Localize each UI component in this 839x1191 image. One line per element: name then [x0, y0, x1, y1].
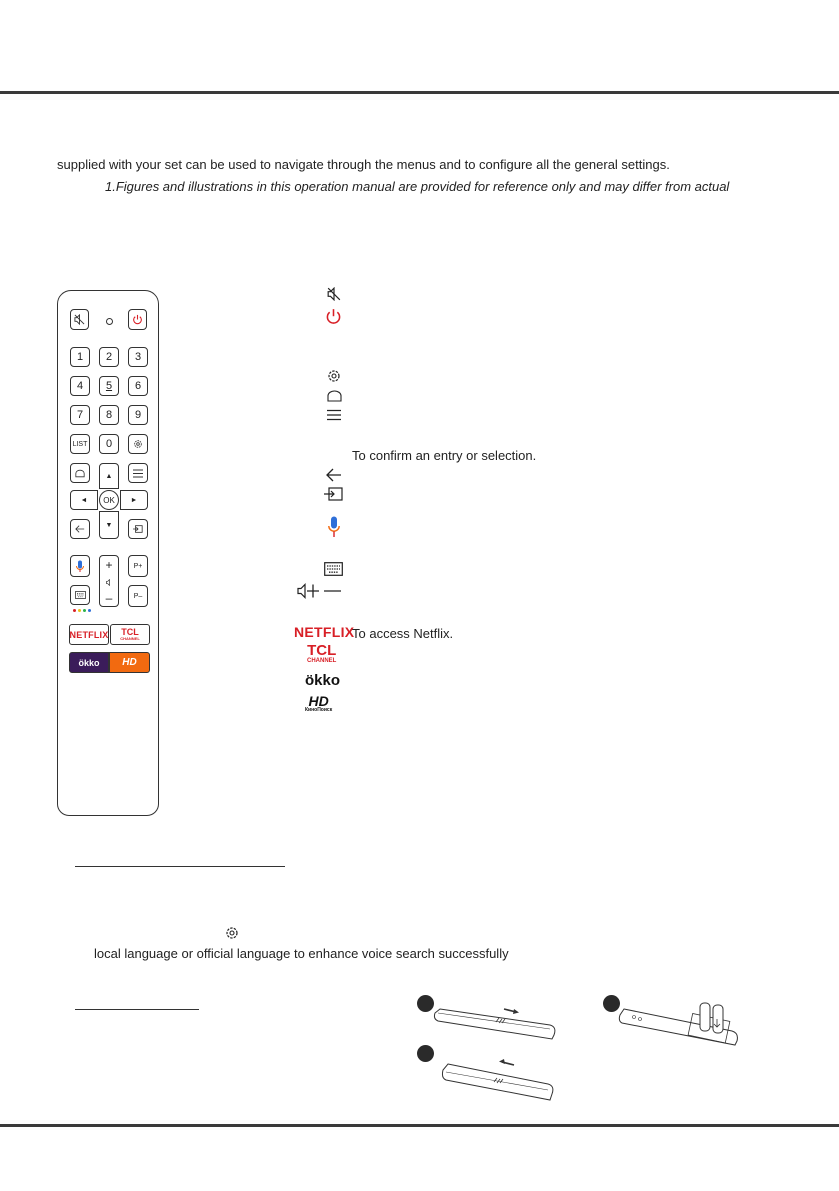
remote-digit-8[interactable]: 8 — [99, 405, 119, 425]
remote-home-button[interactable] — [70, 463, 90, 483]
volume-icon — [106, 579, 113, 586]
remote-digit-3[interactable]: 3 — [128, 347, 148, 367]
legend-okko-logo: ökko — [305, 672, 341, 689]
legend-input-icon — [322, 486, 344, 502]
top-rule — [0, 91, 839, 94]
remote-control — [57, 290, 159, 816]
legend-tcl-logo — [307, 642, 337, 665]
remote-color-dots — [73, 609, 91, 612]
mic-icon — [76, 560, 84, 573]
remote-volume-rocker[interactable]: + – — [99, 555, 119, 607]
legend-hd-logo — [305, 695, 332, 714]
voice-note-settings-icon — [224, 925, 240, 941]
bottom-rule — [0, 1124, 839, 1127]
reference-note: 1.Figures and illustrations in this operation manual are provided for reference only and may differ from actual — [105, 179, 730, 194]
remote-menu-button[interactable] — [128, 463, 148, 483]
remote-back-button[interactable] — [70, 519, 90, 539]
remote-digit-0[interactable]: 0 — [99, 434, 119, 454]
remote-digit-2[interactable]: 2 — [99, 347, 119, 367]
legend-keyboard-icon — [322, 561, 344, 577]
remote-digit-5[interactable]: 5 — [99, 376, 119, 396]
remote-okko-button[interactable]: ökko — [69, 652, 109, 673]
legend-power-icon — [323, 307, 343, 325]
remote-up-button[interactable]: ▲ — [99, 463, 119, 489]
remote-digit-6[interactable]: 6 — [128, 376, 148, 396]
voice-note-text: local language or official language to enhance voice search successfully — [94, 946, 509, 961]
legend-volume-icon — [296, 582, 344, 600]
legend-hd-text: HD — [308, 693, 329, 709]
remote-ok-button[interactable]: OK — [99, 490, 119, 510]
remote-tcl-channel-button[interactable] — [110, 624, 150, 645]
remote-digit-4[interactable]: 4 — [70, 376, 90, 396]
remote-settings-button[interactable] — [128, 434, 148, 454]
remote-input-button[interactable] — [128, 519, 148, 539]
back-icon — [75, 524, 85, 534]
legend-hd-sub: КиноПоиск — [305, 707, 333, 713]
remote-hd-button[interactable]: HD — [109, 652, 150, 673]
battery-step-1-illustration — [430, 995, 560, 1043]
remote-channel-up-button[interactable]: P+ — [128, 555, 148, 577]
legend-tcl-text: TCL — [307, 642, 337, 659]
battery-step-3-illustration — [438, 1050, 558, 1106]
battery-heading-underline — [75, 1009, 199, 1010]
legend-mic-icon — [324, 515, 344, 539]
remote-mute-button[interactable] — [70, 309, 89, 330]
remote-digit-7[interactable]: 7 — [70, 405, 90, 425]
legend-mute-icon — [324, 286, 344, 302]
mute-icon — [74, 314, 85, 325]
keyboard-icon — [75, 591, 86, 599]
remote-led — [106, 318, 113, 325]
input-icon — [133, 524, 143, 534]
remote-down-button[interactable]: ▼ — [99, 511, 119, 539]
settings-icon — [133, 439, 143, 449]
home-icon — [75, 469, 85, 478]
legend-home-icon — [324, 388, 344, 404]
battery-step-2-illustration — [618, 995, 746, 1051]
remote-right-button[interactable]: ► — [120, 490, 148, 510]
remote-list-button[interactable]: LIST — [70, 434, 90, 454]
step-3-marker — [417, 1045, 434, 1062]
legend-tcl-sub: CHANNEL — [307, 658, 337, 664]
remote-channel-down-button[interactable]: P– — [128, 585, 148, 607]
remote-tcl-sublabel: CHANNEL — [120, 636, 140, 641]
power-icon — [132, 314, 143, 325]
remote-digit-1[interactable]: 1 — [70, 347, 90, 367]
remote-keyboard-button[interactable] — [70, 585, 90, 605]
legend-menu-icon — [324, 407, 344, 423]
remote-tcl-label: TCL — [121, 627, 139, 637]
legend-back-icon — [324, 467, 344, 483]
remote-netflix-button[interactable]: NETFLIX — [69, 624, 109, 645]
legend-netflix-desc: To access Netflix. — [352, 626, 454, 641]
remote-power-button[interactable] — [128, 309, 147, 330]
remote-mic-button[interactable] — [70, 555, 90, 577]
menu-icon — [133, 469, 143, 478]
remote-digit-9[interactable]: 9 — [128, 405, 148, 425]
section-heading-underline — [75, 866, 285, 867]
remote-left-button[interactable]: ◄ — [70, 490, 98, 510]
legend-settings-icon — [324, 368, 344, 384]
intro-text: supplied with your set can be used to navigate through the menus and to configure all the general settings. — [57, 157, 670, 172]
legend-netflix-logo: NETFLIX — [294, 624, 355, 640]
legend-ok-desc: To confirm an entry or selection. — [352, 448, 537, 463]
